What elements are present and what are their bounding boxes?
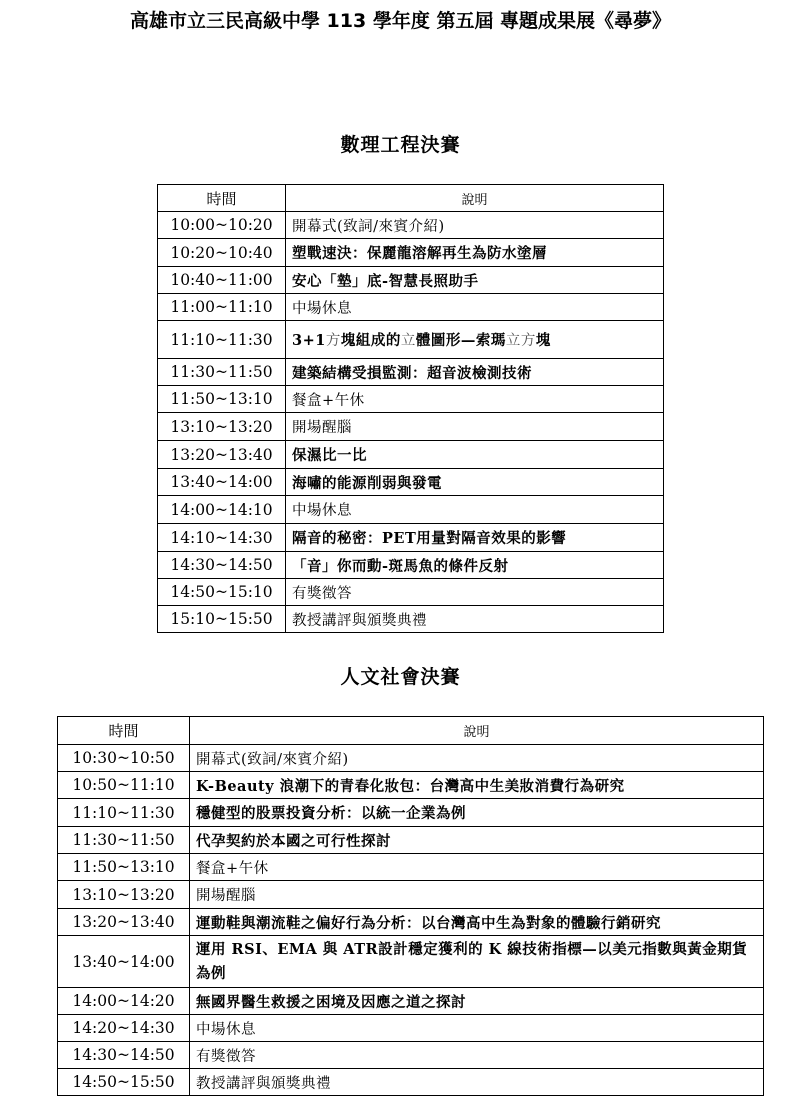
table-row: [158, 524, 664, 552]
description-cell: 餐盒+午休: [286, 386, 664, 413]
time-cell: 10:00~10:20: [158, 212, 286, 239]
description-cell: 開幕式(致詞/來賓介紹): [286, 212, 664, 239]
time-cell: 11:50~13:10: [58, 854, 190, 881]
table-row: [158, 359, 664, 386]
table-row: [58, 1015, 764, 1042]
table-row: [158, 496, 664, 524]
description-cell: 安心「墊」底-智慧長照助手: [286, 267, 664, 294]
description-cell: 保濕比一比: [286, 441, 664, 469]
description-cell: 開幕式(致詞/來賓介紹): [190, 745, 764, 772]
table-row: [158, 441, 664, 469]
description-cell: 運用 RSI、EMA 與 ATR設計穩定獲利的 K 線技術指標—以美元指數與黃金期貨為例: [190, 936, 764, 988]
description-text-part: 塊組成的: [340, 332, 401, 349]
table-row: [158, 239, 664, 267]
description-column-header: 說明: [190, 717, 764, 745]
table-row: [58, 988, 764, 1015]
table-row: [158, 606, 664, 633]
time-cell: 13:20~13:40: [58, 909, 190, 936]
time-cell: 13:40~14:00: [58, 936, 190, 988]
table-row: [58, 854, 764, 881]
description-cell: 建築結構受損監測：超音波檢測技術: [286, 359, 664, 386]
math-schedule-table: [157, 184, 664, 633]
time-cell: 15:10~15:50: [158, 606, 286, 633]
table-row: [58, 881, 764, 909]
time-cell: 13:10~13:20: [58, 881, 190, 909]
description-text-part: 立: [400, 333, 416, 349]
time-cell: 13:40~14:00: [158, 469, 286, 496]
time-cell: 11:00~11:10: [158, 294, 286, 321]
table-row: [158, 212, 664, 239]
description-cell: 中場休息: [286, 294, 664, 321]
time-cell: 11:30~11:50: [158, 359, 286, 386]
math-section-title: 數理工程決賽: [340, 134, 461, 156]
description-cell: 開場醒腦: [190, 881, 764, 909]
table-row: [58, 799, 764, 827]
description-cell: 運動鞋與潮流鞋之偏好行為分析：以台灣高中生為對象的體驗行銷研究: [190, 909, 764, 936]
description-cell: 餐盒+午休: [190, 854, 764, 881]
description-cell: 隔音的秘密：PET用量對隔音效果的影響: [286, 524, 664, 552]
description-cell: 教授講評與頒獎典禮: [190, 1069, 764, 1096]
time-cell: 14:10~14:30: [158, 524, 286, 552]
time-cell: 10:50~11:10: [58, 772, 190, 799]
description-cell: 開場醒腦: [286, 413, 664, 441]
table-row: [58, 909, 764, 936]
time-column-header: 時間: [158, 185, 286, 212]
table-row: [158, 413, 664, 441]
time-cell: 14:30~14:50: [58, 1042, 190, 1069]
description-cell: 穩健型的股票投資分析：以統一企業為例: [190, 799, 764, 827]
time-cell: 11:30~11:50: [58, 827, 190, 854]
description-text-part: 體圖形—索瑪: [415, 332, 506, 349]
description-text-part: 方: [325, 333, 341, 349]
table-header-row: [158, 185, 664, 212]
time-cell: 14:50~15:50: [58, 1069, 190, 1096]
table-row: [58, 1042, 764, 1069]
description-cell: 教授講評與頒獎典禮: [286, 606, 664, 633]
description-text-part: 塊: [535, 332, 551, 349]
description-column-header: 說明: [286, 185, 664, 212]
time-cell: 14:50~15:10: [158, 579, 286, 606]
table-row: [158, 469, 664, 496]
table-row: [58, 745, 764, 772]
table-row: [158, 386, 664, 413]
description-cell: 「音」你而動-斑馬魚的條件反射: [286, 552, 664, 579]
time-cell: 14:30~14:50: [158, 552, 286, 579]
description-text-part: 3+1: [292, 332, 326, 349]
time-cell: 14:20~14:30: [58, 1015, 190, 1042]
time-cell: 13:10~13:20: [158, 413, 286, 441]
table-row: [58, 1069, 764, 1096]
time-cell: 11:10~11:30: [158, 321, 286, 359]
humanities-schedule-table: [57, 716, 764, 1096]
time-cell: 11:10~11:30: [58, 799, 190, 827]
humanities-section-title: 人文社會決賽: [340, 666, 461, 688]
time-cell: 13:20~13:40: [158, 441, 286, 469]
description-text-part: 立方: [505, 333, 536, 349]
time-cell: 10:30~10:50: [58, 745, 190, 772]
description-cell: 中場休息: [190, 1015, 764, 1042]
time-cell: 11:50~13:10: [158, 386, 286, 413]
table-row: [158, 294, 664, 321]
time-column-header: 時間: [58, 717, 190, 745]
time-cell: 10:40~11:00: [158, 267, 286, 294]
table-row: [158, 267, 664, 294]
time-cell: 10:20~10:40: [158, 239, 286, 267]
description-cell: K-Beauty 浪潮下的青春化妝包：台灣高中生美妝消費行為研究: [190, 772, 764, 799]
description-cell: 有獎徵答: [286, 579, 664, 606]
description-cell: 海嘯的能源削弱與發電: [286, 469, 664, 496]
table-row: [158, 321, 664, 359]
table-row: [58, 936, 764, 988]
description-cell: [286, 321, 664, 359]
table-header-row: [58, 717, 764, 745]
time-cell: 14:00~14:20: [58, 988, 190, 1015]
table-row: [158, 552, 664, 579]
description-cell: 代孕契約於本國之可行性探討: [190, 827, 764, 854]
description-cell: 有獎徵答: [190, 1042, 764, 1069]
table-row: [58, 827, 764, 854]
description-cell: 中場休息: [286, 496, 664, 524]
table-row: [58, 772, 764, 799]
table-row: [158, 579, 664, 606]
description-cell: 無國界醫生救援之困境及因應之道之探討: [190, 988, 764, 1015]
page-title: 高雄市立三民高級中學 113 學年度 第五屆 專題成果展《尋夢》: [129, 10, 672, 32]
time-cell: 14:00~14:10: [158, 496, 286, 524]
description-cell: 塑戰速決：保麗龍溶解再生為防水塗層: [286, 239, 664, 267]
